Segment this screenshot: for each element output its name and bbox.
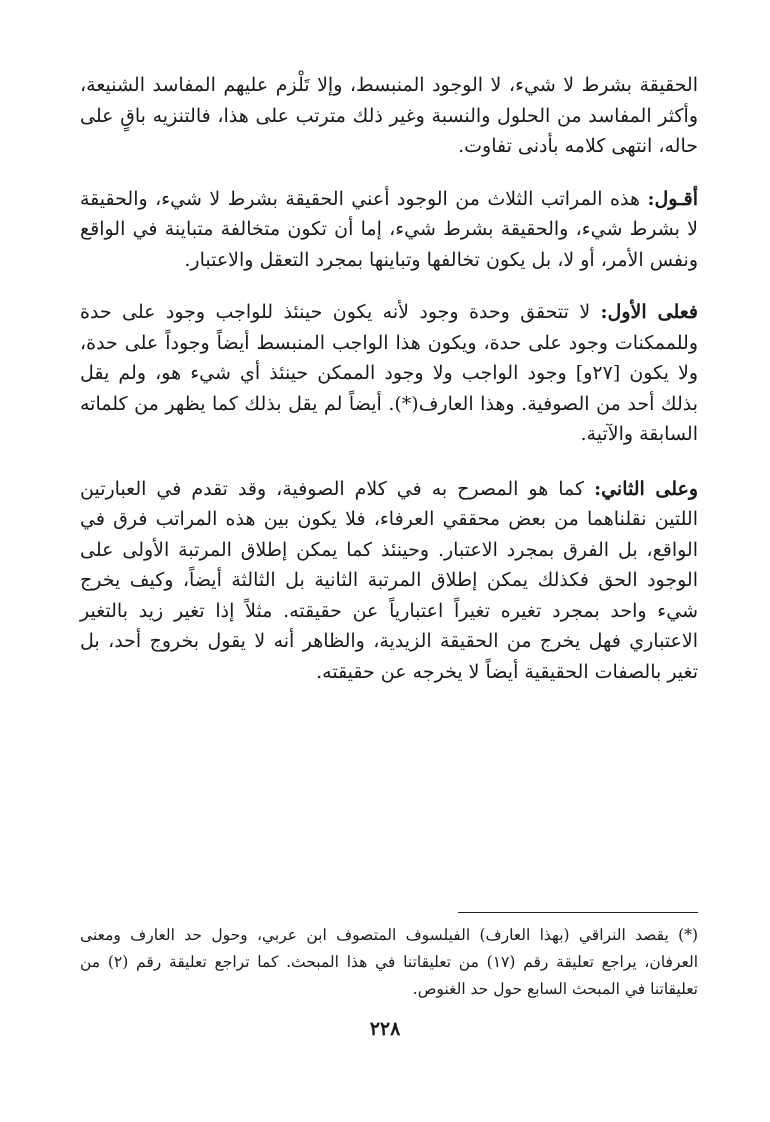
paragraph-2 [80,184,698,276]
paragraph-1-text: الحقيقة بشرط لا شيء، لا الوجود المنبسط، وإلا تَلْزم عليهم المفاسد الشنيعة، وأكثر المفاسد من الحلول والنسبة وغير ذلك مترتب على هذا، فالتنزيه باقٍ على حاله، انتهى كلامه بأدنى تفاوت. [80,74,698,157]
paragraph-3-text: لا تتحقق وحدة وجود لأنه يكون حينئذ للواجب وجود على حدة وللممكنات وجود على حدة، ويكون هذا الواجب المنبسط أيضاً وجوداً على حدة، ولا يكون [٢٧و] وجود الواجب ولا وجود الممكن حينئذ أي شيء هو، ولم يقل بذلك أحد من الصوفية. وهذا العارف(*). أيضاً لم يقل بذلك كما يظهر من كلماته السابقة والآتية. [80,301,699,445]
paragraph-1 [80,70,698,162]
paragraph-3-lead: فعلى الأول: [600,301,698,323]
paragraph-3 [80,297,698,450]
paragraph-4-lead: وعلى الثاني: [594,477,698,500]
paragraph-2-text: هذه المراتب الثلاث من الوجود أعني الحقيقة بشرط لا شيء، والحقيقة لا بشرط شيء، والحقيقة بشرط شيء، إما أن تكون متخالفة متباينة في الواقع ونفس الأمر، أو لا، بل يكون تخالفها وتباينها بمجرد التعقل والاعتبار. [80,187,698,271]
footnote-separator [458,912,698,913]
footnote: (*) يقصد النراقي (بهذا العارف) الفيلسوف المتصوف ابن عربي، وحول حد العارف ومعنى العرفان، يراجع تعليقة رقم (١٧) من تعليقاتنا في هذا المبحث. كما تراجع تعليقة رقم (٢) من تعليقاتنا في المبحث السابع حول حد الغنوص. [80,926,699,998]
page-number: ٢٢٨ [369,1018,401,1040]
paragraph-2-lead: أقـول: [647,187,698,210]
paragraph-4 [80,474,698,688]
paragraph-4-text: كما هو المصرح به في كلام الصوفية، وقد تقدم في العبارتين اللتين نقلناهما من بعض محققي العرفاء، فلا يكون بين هذه المراتب فرق في الواقع، بل الفرق بمجرد الاعتبار. وحينئذ كما يمكن إطلاق المرتبة الأولى على الوجود الحق فكذلك يمكن إطلاق المرتبة الثانية بل الثالثة أيضاً، وكيف يخرج شيء واحد بمجرد تغيره تغيراً اعتبارياً عن حقيقته. مثلاً إذا تغير زيد بالتغير الاعتباري فهل يخرج من الحقيقة الزيدية، والظاهر أنه لا يقول بخروج أحد، بل تغير بالصفات الحقيقية أيضاً لا يخرجه عن حقيقته. [80,477,698,683]
